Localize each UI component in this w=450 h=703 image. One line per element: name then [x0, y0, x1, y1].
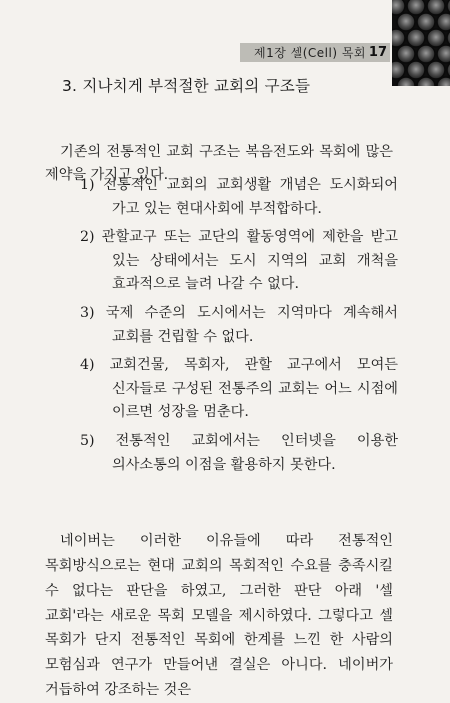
list-item: 2) 관할교구 또는 교단의 활동영역에 제한을 받고 있는 상태에서는 도시 지역의 교회 개척을 효과적으로 늘려 나갈 수 없다.	[80, 229, 398, 293]
list-item: 1) 전통적인 교회의 교회생활 개념은 도시화되어 가고 있는 현대사회에 부적합하다.	[80, 177, 398, 217]
section-heading: 3. 지나치게 부적절한 교회의 구조들	[62, 77, 311, 95]
problem-list	[80, 174, 398, 477]
closing-paragraph: 네이버는 이러한 이유들에 따라 전통적인 목회방식으로는 현대 교회의 목회적인 수요를 충족시킬 수 없다는 판단을 하였고, 그러한 판단 아래 '셀 교회'라는 새로운 목회 모델을 제시하였다. 그렇다고 셀 목회가 단지 전통적인 목회에 한계를 느낀 한 사람의 모험심과 연구가 만들어낸 결실은 아니다. 네이버가 거듭하여 강조하는 것은	[45, 533, 393, 698]
cell-pattern-image	[392, 0, 450, 86]
list-item: 5) 전통적인 교회에서는 인터넷을 이용한 의사소통의 이점을 활용하지 못한다.	[80, 432, 398, 473]
chapter-header	[240, 43, 390, 62]
page-number: 17	[368, 45, 387, 60]
chapter-title: 제1장 셀(Cell) 목회	[254, 46, 367, 60]
list-item: 3) 국제 수준의 도시에서는 지역마다 계속해서 교회를 건립할 수 없다.	[80, 304, 398, 345]
intro-paragraph: 기존의 전통적인 교회 구조는 복음전도와 목회에 많은 제약을 가지고 있다.	[45, 144, 393, 184]
list-item: 4) 교회건물, 목회자, 관할 교구에서 모여든 신자들로 구성된 전통주의 교회는 어느 시점에 이르면 성장을 멈춘다.	[80, 357, 398, 421]
